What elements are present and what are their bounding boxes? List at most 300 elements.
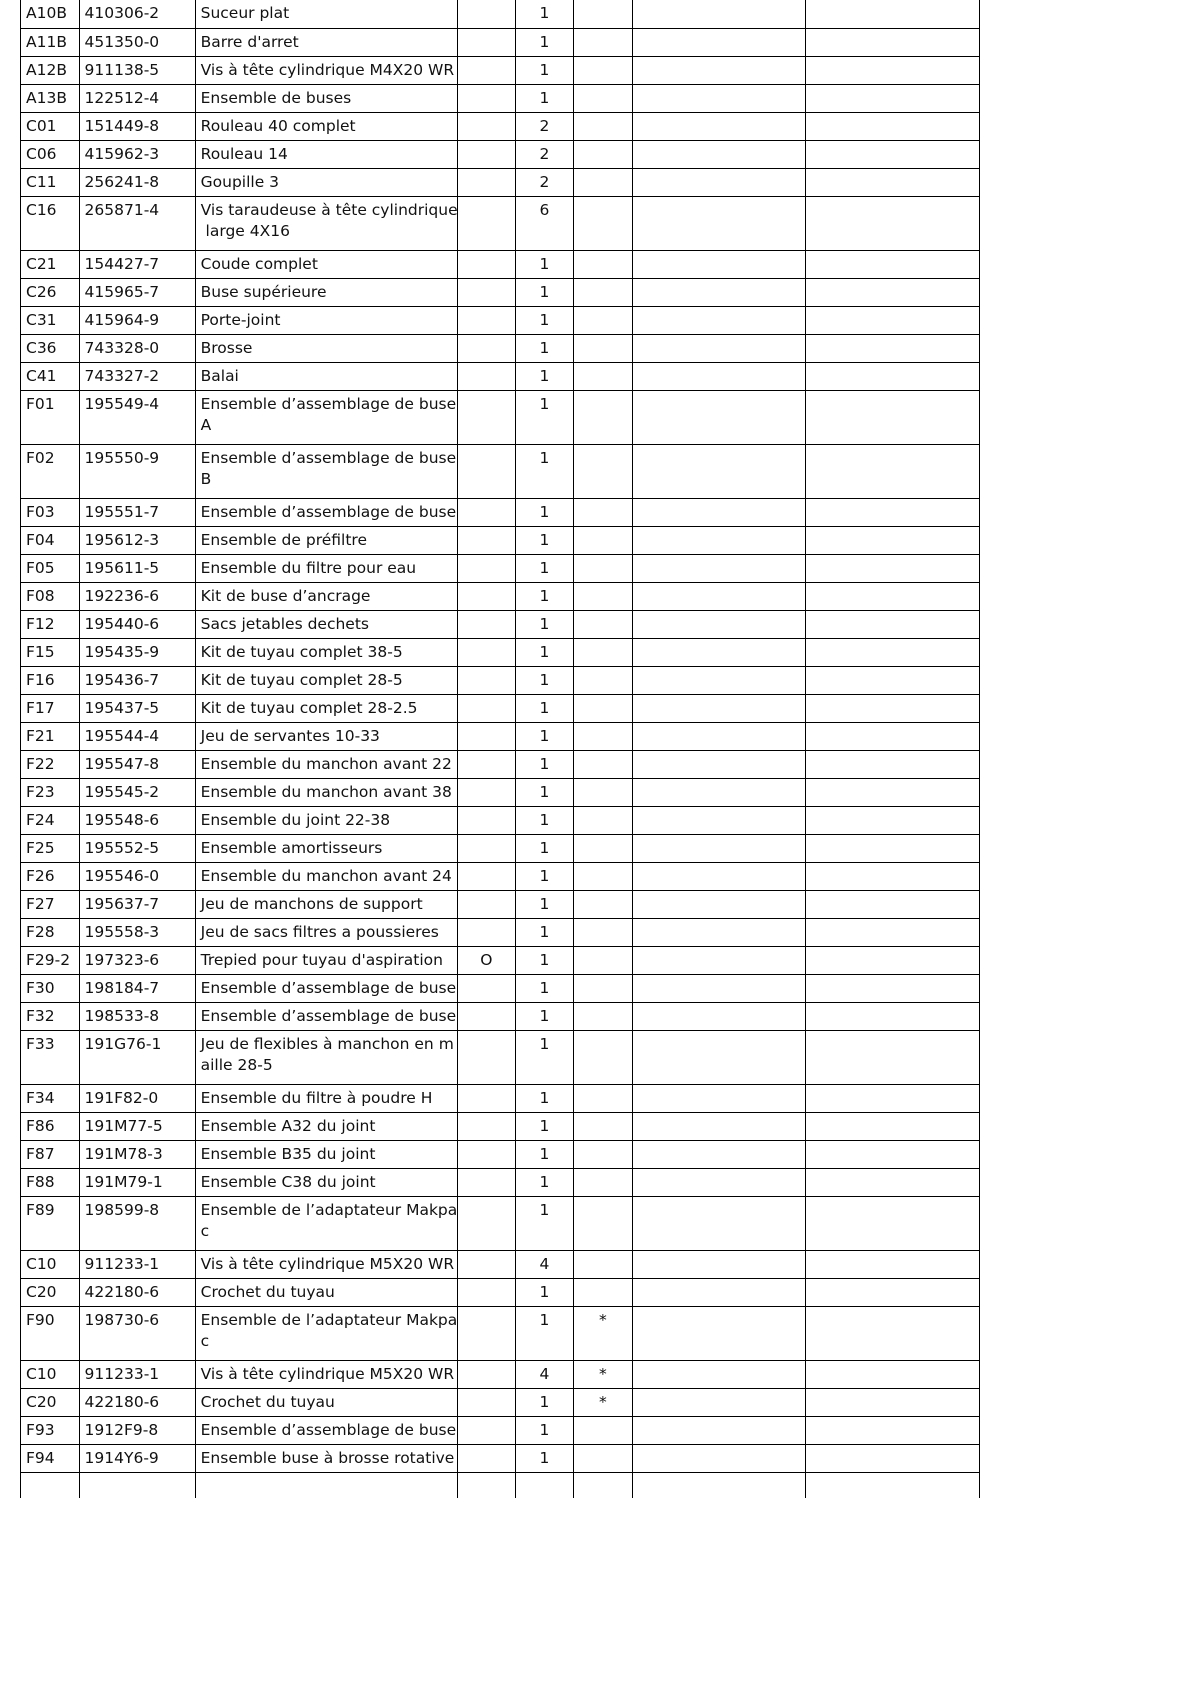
part-number-cell: 195611-5 xyxy=(79,554,195,582)
note-cell-1 xyxy=(632,1472,806,1498)
note-cell-1 xyxy=(632,1444,806,1472)
table-row xyxy=(21,196,980,250)
part-number-cell: 198599-8 xyxy=(79,1196,195,1250)
table-row xyxy=(21,1472,980,1498)
note-cell-2 xyxy=(806,694,980,722)
note-cell-1 xyxy=(632,722,806,750)
part-ref-cell: F30 xyxy=(21,974,80,1002)
quantity-cell: 1 xyxy=(515,918,574,946)
part-number-cell: 195548-6 xyxy=(79,806,195,834)
part-ref-cell: C10 xyxy=(21,1360,80,1388)
option-cell xyxy=(458,278,516,306)
part-ref-cell: F08 xyxy=(21,582,80,610)
part-description-cell xyxy=(195,806,457,834)
option-cell xyxy=(458,1416,516,1444)
table-row xyxy=(21,610,980,638)
note-cell-2 xyxy=(806,946,980,974)
note-cell-1 xyxy=(632,554,806,582)
part-description-cell xyxy=(195,498,457,526)
note-cell-2 xyxy=(806,444,980,498)
asterisk-mark-cell xyxy=(574,28,633,56)
quantity-cell: 1 xyxy=(515,1278,574,1306)
part-ref-cell: F89 xyxy=(21,1196,80,1250)
option-cell xyxy=(458,1112,516,1140)
description-line: Coude complet xyxy=(200,254,318,273)
part-description-cell xyxy=(195,526,457,554)
asterisk-mark-cell: * xyxy=(574,1360,633,1388)
note-cell-1 xyxy=(632,1140,806,1168)
description-line: Jeu de manchons de support xyxy=(200,894,423,913)
asterisk-mark-cell xyxy=(574,834,633,862)
quantity-cell: 1 xyxy=(515,610,574,638)
asterisk-mark-cell xyxy=(574,778,633,806)
description-line: Vis taraudeuse à tête cylindrique xyxy=(200,200,458,219)
quantity-cell: 1 xyxy=(515,498,574,526)
note-cell-1 xyxy=(632,140,806,168)
note-cell-2 xyxy=(806,1002,980,1030)
description-line: Porte-joint xyxy=(200,310,281,329)
table-row xyxy=(21,0,980,28)
part-description-cell xyxy=(195,278,457,306)
table-row xyxy=(21,806,980,834)
quantity-cell: 1 xyxy=(515,1416,574,1444)
table-row xyxy=(21,112,980,140)
description-line: Goupille 3 xyxy=(200,172,280,191)
asterisk-mark-cell xyxy=(574,1140,633,1168)
part-description-cell xyxy=(195,1168,457,1196)
option-cell xyxy=(458,250,516,278)
part-ref-cell: F04 xyxy=(21,526,80,554)
quantity-cell: 1 xyxy=(515,1388,574,1416)
asterisk-mark-cell xyxy=(574,1250,633,1278)
quantity-cell: 1 xyxy=(515,638,574,666)
table-row xyxy=(21,638,980,666)
part-description-cell xyxy=(195,1416,457,1444)
part-number-cell: 195545-2 xyxy=(79,778,195,806)
option-cell xyxy=(458,1278,516,1306)
part-number-cell: 911138-5 xyxy=(79,56,195,84)
description-line: B xyxy=(200,469,212,488)
note-cell-1 xyxy=(632,28,806,56)
quantity-cell: 1 xyxy=(515,306,574,334)
description-line: Ensemble amortisseurs xyxy=(200,838,383,857)
option-cell xyxy=(458,638,516,666)
part-number-cell: 191M79-1 xyxy=(79,1168,195,1196)
part-description-cell xyxy=(195,834,457,862)
parts-table-body xyxy=(21,0,980,1498)
part-description-cell xyxy=(195,750,457,778)
part-number-cell: 195544-4 xyxy=(79,722,195,750)
quantity-cell: 1 xyxy=(515,694,574,722)
table-row xyxy=(21,444,980,498)
table-row xyxy=(21,946,980,974)
description-line: Ensemble de l’adaptateur Makpa xyxy=(200,1200,458,1219)
asterisk-mark-cell xyxy=(574,722,633,750)
description-line: c xyxy=(200,1331,210,1350)
part-number-cell: 410306-2 xyxy=(79,0,195,28)
part-ref-cell: F27 xyxy=(21,890,80,918)
note-cell-1 xyxy=(632,1250,806,1278)
description-line: Jeu de servantes 10-33 xyxy=(200,726,380,745)
quantity-cell: 1 xyxy=(515,1084,574,1112)
part-description-cell xyxy=(195,1388,457,1416)
table-row xyxy=(21,750,980,778)
part-number-cell: 197323-6 xyxy=(79,946,195,974)
note-cell-2 xyxy=(806,1196,980,1250)
note-cell-1 xyxy=(632,168,806,196)
part-ref-cell: C10 xyxy=(21,1250,80,1278)
part-ref-cell: F12 xyxy=(21,610,80,638)
part-description-cell xyxy=(195,1140,457,1168)
part-ref-cell: F86 xyxy=(21,1112,80,1140)
note-cell-1 xyxy=(632,306,806,334)
part-number-cell: 195435-9 xyxy=(79,638,195,666)
part-number-cell: 422180-6 xyxy=(79,1388,195,1416)
table-row xyxy=(21,140,980,168)
note-cell-1 xyxy=(632,1168,806,1196)
part-description-cell xyxy=(195,140,457,168)
part-description-cell xyxy=(195,112,457,140)
description-line: Ensemble d’assemblage de buse xyxy=(200,1420,457,1439)
note-cell-1 xyxy=(632,1084,806,1112)
note-cell-2 xyxy=(806,196,980,250)
description-line: Ensemble A32 du joint xyxy=(200,1116,376,1135)
asterisk-mark-cell xyxy=(574,610,633,638)
part-number-cell: 451350-0 xyxy=(79,28,195,56)
parts-list-sheet xyxy=(20,0,980,1498)
note-cell-2 xyxy=(806,306,980,334)
table-row xyxy=(21,1278,980,1306)
description-line: Ensemble d’assemblage de buse xyxy=(200,1006,457,1025)
note-cell-2 xyxy=(806,28,980,56)
description-line: Jeu de sacs filtres a poussieres xyxy=(200,922,439,941)
part-ref-cell: F16 xyxy=(21,666,80,694)
note-cell-1 xyxy=(632,1360,806,1388)
part-ref-cell: C31 xyxy=(21,306,80,334)
part-number-cell: 415965-7 xyxy=(79,278,195,306)
note-cell-2 xyxy=(806,1472,980,1498)
part-ref-cell: F29-2 xyxy=(21,946,80,974)
note-cell-1 xyxy=(632,946,806,974)
quantity-cell: 1 xyxy=(515,834,574,862)
table-row xyxy=(21,722,980,750)
option-cell xyxy=(458,666,516,694)
part-description-cell xyxy=(195,1472,457,1498)
note-cell-1 xyxy=(632,250,806,278)
note-cell-2 xyxy=(806,278,980,306)
part-number-cell: 743328-0 xyxy=(79,334,195,362)
note-cell-1 xyxy=(632,334,806,362)
option-cell xyxy=(458,1250,516,1278)
note-cell-1 xyxy=(632,582,806,610)
note-cell-2 xyxy=(806,56,980,84)
table-row xyxy=(21,1444,980,1472)
part-number-cell: 122512-4 xyxy=(79,84,195,112)
part-number-cell: 195437-5 xyxy=(79,694,195,722)
part-description-cell xyxy=(195,1002,457,1030)
note-cell-1 xyxy=(632,918,806,946)
asterisk-mark-cell xyxy=(574,1416,633,1444)
note-cell-2 xyxy=(806,1306,980,1360)
part-description-cell xyxy=(195,1360,457,1388)
description-line: Ensemble C38 du joint xyxy=(200,1172,376,1191)
description-line: Ensemble buse à brosse rotative xyxy=(200,1448,455,1467)
note-cell-1 xyxy=(632,1306,806,1360)
part-ref-cell: C41 xyxy=(21,362,80,390)
option-cell xyxy=(458,334,516,362)
description-line: Suceur plat xyxy=(200,4,290,22)
quantity-cell: 1 xyxy=(515,1140,574,1168)
table-row xyxy=(21,1168,980,1196)
part-description-cell xyxy=(195,1250,457,1278)
part-ref-cell: F25 xyxy=(21,834,80,862)
part-number-cell: 198533-8 xyxy=(79,1002,195,1030)
part-ref-cell: F23 xyxy=(21,778,80,806)
note-cell-1 xyxy=(632,1278,806,1306)
table-row xyxy=(21,1084,980,1112)
asterisk-mark-cell xyxy=(574,498,633,526)
part-number-cell: 151449-8 xyxy=(79,112,195,140)
part-ref-cell: F22 xyxy=(21,750,80,778)
part-ref-cell: A13B xyxy=(21,84,80,112)
description-line: Kit de tuyau complet 28-2.5 xyxy=(200,698,418,717)
part-ref-cell: F03 xyxy=(21,498,80,526)
table-row xyxy=(21,278,980,306)
note-cell-1 xyxy=(632,526,806,554)
option-cell xyxy=(458,1388,516,1416)
part-description-cell xyxy=(195,444,457,498)
part-number-cell: 195440-6 xyxy=(79,610,195,638)
note-cell-2 xyxy=(806,890,980,918)
part-ref-cell: C11 xyxy=(21,168,80,196)
part-number-cell: 195546-0 xyxy=(79,862,195,890)
part-description-cell xyxy=(195,1112,457,1140)
note-cell-1 xyxy=(632,1416,806,1444)
note-cell-2 xyxy=(806,918,980,946)
option-cell xyxy=(458,1140,516,1168)
part-ref-cell: F24 xyxy=(21,806,80,834)
part-ref-cell: F15 xyxy=(21,638,80,666)
asterisk-mark-cell xyxy=(574,638,633,666)
asterisk-mark-cell xyxy=(574,1030,633,1084)
table-row xyxy=(21,1196,980,1250)
quantity-cell: 4 xyxy=(515,1360,574,1388)
option-cell xyxy=(458,56,516,84)
part-ref-cell: A10B xyxy=(21,0,80,28)
part-number-cell: 256241-8 xyxy=(79,168,195,196)
part-description-cell xyxy=(195,1444,457,1472)
part-number-cell: 265871-4 xyxy=(79,196,195,250)
part-description-cell xyxy=(195,362,457,390)
note-cell-1 xyxy=(632,112,806,140)
option-cell xyxy=(458,1084,516,1112)
part-ref-cell: F28 xyxy=(21,918,80,946)
note-cell-1 xyxy=(632,610,806,638)
description-line: Ensemble de buses xyxy=(200,88,352,107)
part-ref-cell: C21 xyxy=(21,250,80,278)
part-ref-cell: F26 xyxy=(21,862,80,890)
table-row xyxy=(21,362,980,390)
note-cell-1 xyxy=(632,1196,806,1250)
note-cell-2 xyxy=(806,582,980,610)
part-description-cell xyxy=(195,582,457,610)
description-line: Ensemble du manchon avant 38 xyxy=(200,782,452,801)
option-cell xyxy=(458,1306,516,1360)
table-row xyxy=(21,390,980,444)
quantity-cell: 1 xyxy=(515,56,574,84)
note-cell-1 xyxy=(632,444,806,498)
asterisk-mark-cell xyxy=(574,806,633,834)
table-row xyxy=(21,334,980,362)
part-number-cell: 198730-6 xyxy=(79,1306,195,1360)
asterisk-mark-cell xyxy=(574,890,633,918)
description-line: A xyxy=(200,415,212,434)
quantity-cell: 1 xyxy=(515,278,574,306)
option-cell xyxy=(458,1168,516,1196)
quantity-cell: 1 xyxy=(515,806,574,834)
quantity-cell: 1 xyxy=(515,1112,574,1140)
asterisk-mark-cell xyxy=(574,306,633,334)
description-line: Rouleau 14 xyxy=(200,144,288,163)
part-number-cell: 195547-8 xyxy=(79,750,195,778)
table-row xyxy=(21,1112,980,1140)
description-line: Kit de tuyau complet 28-5 xyxy=(200,670,403,689)
option-cell xyxy=(458,694,516,722)
table-row xyxy=(21,168,980,196)
part-ref-cell: F34 xyxy=(21,1084,80,1112)
part-description-cell xyxy=(195,918,457,946)
description-line: Buse supérieure xyxy=(200,282,327,301)
asterisk-mark-cell xyxy=(574,1278,633,1306)
description-line: Sacs jetables dechets xyxy=(200,614,369,633)
note-cell-1 xyxy=(632,778,806,806)
note-cell-2 xyxy=(806,112,980,140)
quantity-cell: 1 xyxy=(515,1306,574,1360)
part-ref-cell: F21 xyxy=(21,722,80,750)
part-description-cell xyxy=(195,306,457,334)
option-cell xyxy=(458,526,516,554)
quantity-cell: 1 xyxy=(515,334,574,362)
asterisk-mark-cell xyxy=(574,1112,633,1140)
part-ref-cell: F88 xyxy=(21,1168,80,1196)
asterisk-mark-cell xyxy=(574,918,633,946)
table-row xyxy=(21,306,980,334)
description-line: Ensemble du manchon avant 24 xyxy=(200,866,452,885)
option-cell xyxy=(458,1444,516,1472)
note-cell-2 xyxy=(806,666,980,694)
note-cell-1 xyxy=(632,638,806,666)
parts-table xyxy=(20,0,980,1498)
note-cell-2 xyxy=(806,610,980,638)
asterisk-mark-cell xyxy=(574,112,633,140)
table-row xyxy=(21,1002,980,1030)
table-row xyxy=(21,862,980,890)
quantity-cell: 1 xyxy=(515,1168,574,1196)
note-cell-2 xyxy=(806,1140,980,1168)
part-ref-cell: F02 xyxy=(21,444,80,498)
quantity-cell: 1 xyxy=(515,778,574,806)
note-cell-1 xyxy=(632,56,806,84)
part-description-cell xyxy=(195,334,457,362)
part-number-cell: 195550-9 xyxy=(79,444,195,498)
option-cell xyxy=(458,84,516,112)
note-cell-1 xyxy=(632,1030,806,1084)
table-row xyxy=(21,56,980,84)
option-cell xyxy=(458,0,516,28)
part-description-cell xyxy=(195,862,457,890)
asterisk-mark-cell xyxy=(574,554,633,582)
asterisk-mark-cell xyxy=(574,750,633,778)
note-cell-1 xyxy=(632,834,806,862)
table-row xyxy=(21,918,980,946)
quantity-cell: 1 xyxy=(515,28,574,56)
note-cell-1 xyxy=(632,362,806,390)
table-row xyxy=(21,1250,980,1278)
option-cell xyxy=(458,28,516,56)
asterisk-mark-cell xyxy=(574,362,633,390)
quantity-cell: 1 xyxy=(515,750,574,778)
description-line: Ensemble B35 du joint xyxy=(200,1144,376,1163)
asterisk-mark-cell: * xyxy=(574,1388,633,1416)
note-cell-2 xyxy=(806,1250,980,1278)
quantity-cell: 1 xyxy=(515,362,574,390)
note-cell-2 xyxy=(806,140,980,168)
part-number-cell: 191M77-5 xyxy=(79,1112,195,1140)
asterisk-mark-cell xyxy=(574,974,633,1002)
note-cell-1 xyxy=(632,1002,806,1030)
note-cell-2 xyxy=(806,750,980,778)
note-cell-2 xyxy=(806,1388,980,1416)
note-cell-2 xyxy=(806,84,980,112)
table-row xyxy=(21,250,980,278)
part-ref-cell: C36 xyxy=(21,334,80,362)
quantity-cell: 2 xyxy=(515,140,574,168)
note-cell-1 xyxy=(632,278,806,306)
description-line: Ensemble du filtre à poudre H xyxy=(200,1088,433,1107)
option-cell xyxy=(458,554,516,582)
note-cell-2 xyxy=(806,498,980,526)
note-cell-2 xyxy=(806,862,980,890)
part-ref-cell: A11B xyxy=(21,28,80,56)
option-cell xyxy=(458,750,516,778)
description-line: Balai xyxy=(200,366,239,385)
asterisk-mark-cell xyxy=(574,140,633,168)
description-line: Ensemble d’assemblage de buse xyxy=(200,978,457,997)
quantity-cell: 4 xyxy=(515,1250,574,1278)
note-cell-2 xyxy=(806,1360,980,1388)
table-row xyxy=(21,498,980,526)
part-number-cell: 191M78-3 xyxy=(79,1140,195,1168)
asterisk-mark-cell xyxy=(574,278,633,306)
option-cell xyxy=(458,1030,516,1084)
table-row xyxy=(21,778,980,806)
part-ref-cell: F94 xyxy=(21,1444,80,1472)
part-number-cell: 415962-3 xyxy=(79,140,195,168)
part-description-cell xyxy=(195,28,457,56)
asterisk-mark-cell xyxy=(574,84,633,112)
part-description-cell xyxy=(195,1196,457,1250)
part-description-cell xyxy=(195,168,457,196)
note-cell-2 xyxy=(806,1084,980,1112)
table-row xyxy=(21,1388,980,1416)
note-cell-1 xyxy=(632,0,806,28)
description-line: Brosse xyxy=(200,338,253,357)
part-ref-cell: C20 xyxy=(21,1388,80,1416)
option-cell xyxy=(458,610,516,638)
table-row xyxy=(21,890,980,918)
part-number-cell: 195436-7 xyxy=(79,666,195,694)
table-row xyxy=(21,834,980,862)
